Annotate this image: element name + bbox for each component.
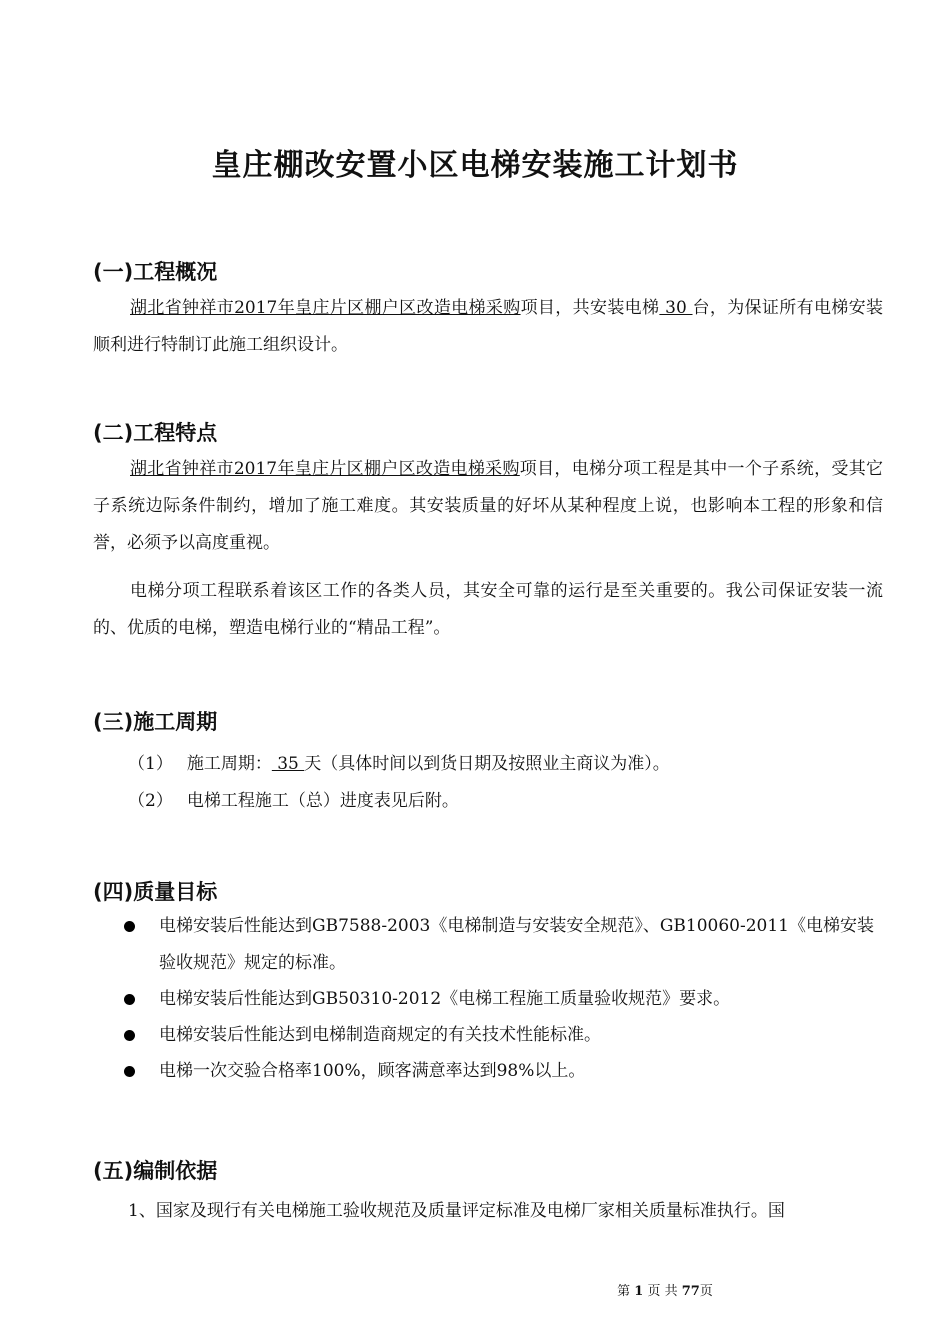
section-2-paragraph-2: 电梯分项工程联系着该区工作的各类人员，其安全可靠的运行是至关重要的。我公司保证安装一流的、优质的电梯，塑造电梯行业的“精品工程”。 <box>93 581 883 638</box>
page-footer <box>0 1280 950 1299</box>
quality-goal-1: 电梯安装后性能达到GB7588-2003《电梯制造与安装安全规范》、GB10060-2011《电梯安装验收规范》规定的标准。 <box>159 916 875 973</box>
section-heading-3: (三)施工周期 <box>93 710 218 734</box>
item-text: 电梯工程施工（总）进度表见后附。 <box>186 791 459 811</box>
footer-text: 第 <box>617 1284 631 1299</box>
footer-text: 页 共 <box>647 1284 678 1299</box>
section-heading-4: (四)质量目标 <box>93 880 218 904</box>
section-2-paragraph-1 <box>93 451 883 562</box>
project-name: 湖北省钟祥市2017年皇庄片区棚户区改造电梯采购 <box>130 459 520 479</box>
item-label: 施工周期： <box>186 754 272 774</box>
basis-item-1: 1、国家及现行有关电梯施工验收规范及质量评定标准及电梯厂家相关质量标准执行。国 <box>128 1201 785 1221</box>
elevator-count: 30 <box>659 298 693 318</box>
construction-days: 35 <box>271 754 305 774</box>
section-1-paragraph <box>93 290 883 364</box>
section-heading-5: (五)编制依据 <box>93 1159 218 1183</box>
total-page-count: 77 <box>681 1284 700 1299</box>
section-heading-1: (一)工程概况 <box>93 260 218 284</box>
schedule-item-1 <box>128 749 670 774</box>
project-name: 湖北省钟祥市2017年皇庄片区棚户区改造电梯采购 <box>130 298 521 318</box>
bullet-dot-icon <box>124 994 135 1005</box>
schedule-item-2 <box>128 786 459 811</box>
quality-goal-4: 电梯一次交验合格率100%，顾客满意率达到98%以上。 <box>159 1061 586 1081</box>
footer-text: 页 <box>699 1284 713 1299</box>
current-page-number: 1 <box>634 1284 644 1299</box>
item-text: 天（具体时间以到货日期及按照业主商议为准）。 <box>304 754 670 774</box>
bullet-dot-icon <box>124 1030 135 1041</box>
section-heading-2: (二)工程特点 <box>93 421 218 445</box>
paragraph-text: 台，为保证所有电梯安装顺利进行特制订此施工组织设计。 <box>93 298 883 355</box>
quality-goal-2: 电梯安装后性能达到GB50310-2012《电梯工程施工质量验收规范》要求。 <box>159 989 731 1009</box>
document-title: 皇庄棚改安置小区电梯安装施工计划书 <box>211 148 739 183</box>
bullet-dot-icon <box>124 1066 135 1077</box>
paragraph-text: 项目，共安装电梯 <box>520 298 660 318</box>
paragraph-text: 项目，电梯分项工程是其中一个子系统，受其它子系统边际条件制约，增加了施工难度。其安装质量的好坏从某种程度上说，也影响本工程的形象和信誉，必须予以高度重视。 <box>93 459 884 553</box>
item-number: （1） <box>128 754 173 774</box>
quality-goal-3: 电梯安装后性能达到电梯制造商规定的有关技术性能标准。 <box>159 1025 601 1045</box>
bullet-dot-icon <box>124 921 135 932</box>
item-number: （2） <box>128 791 173 811</box>
